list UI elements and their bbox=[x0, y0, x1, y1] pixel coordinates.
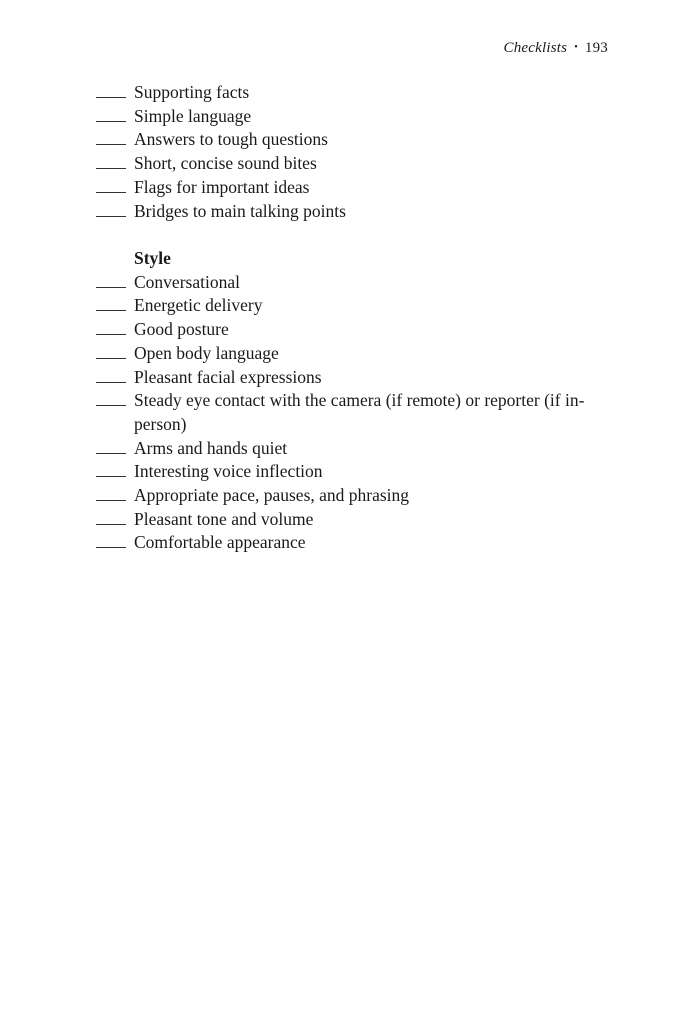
checkbox-blank-line[interactable] bbox=[96, 287, 126, 288]
checklist-item bbox=[96, 294, 616, 318]
content-checklist bbox=[96, 81, 616, 223]
checkbox-blank-line[interactable] bbox=[96, 97, 126, 98]
bullet-separator: • bbox=[574, 42, 578, 53]
checklist-item bbox=[96, 531, 616, 555]
checklist-item-label: Open body language bbox=[134, 342, 279, 363]
checklist-item bbox=[96, 342, 616, 366]
checkbox-blank-line[interactable] bbox=[96, 310, 126, 311]
checklist-item-label: Comfortable appearance bbox=[134, 532, 306, 553]
checkbox-blank-line[interactable] bbox=[96, 382, 126, 383]
checkbox-blank-line[interactable] bbox=[96, 500, 126, 501]
checklist-item bbox=[96, 152, 616, 176]
checklist-item bbox=[96, 105, 616, 129]
checkbox-blank-line[interactable] bbox=[96, 121, 126, 122]
checklist-item bbox=[96, 484, 616, 508]
checkbox-blank-line[interactable] bbox=[96, 192, 126, 193]
checklist-item-label: Simple language bbox=[134, 105, 252, 126]
checkbox-blank-line[interactable] bbox=[96, 524, 126, 525]
style-checklist bbox=[96, 247, 616, 555]
checklist-item bbox=[96, 176, 616, 200]
checklist-item bbox=[96, 128, 616, 152]
checkbox-blank-line[interactable] bbox=[96, 476, 126, 477]
checklist-item-label: Supporting facts bbox=[134, 82, 250, 102]
checkbox-blank-line[interactable] bbox=[96, 144, 126, 145]
checklist-item bbox=[96, 508, 616, 532]
checkbox-blank-line[interactable] bbox=[96, 216, 126, 217]
checklist-item-label: Answers to tough questions bbox=[134, 129, 328, 150]
checkbox-blank-line[interactable] bbox=[96, 405, 126, 406]
checklist-item-label: Short, concise sound bites bbox=[134, 153, 317, 174]
checklist-item bbox=[96, 389, 616, 436]
checkbox-blank-line[interactable] bbox=[96, 168, 126, 169]
checklist-item bbox=[96, 81, 616, 105]
checklist-item bbox=[96, 437, 616, 461]
checklist-item-label: Steady eye contact with the camera (if remote) or reporter (if in-person) bbox=[134, 390, 585, 434]
checklist-item bbox=[96, 366, 616, 390]
checklist-item-label: Appropriate pace, pauses, and phrasing bbox=[134, 485, 410, 506]
checklist-item bbox=[96, 318, 616, 342]
checklist-item-label: Pleasant facial expressions bbox=[134, 366, 322, 387]
checkbox-blank-line[interactable] bbox=[96, 547, 126, 548]
checklist-item-label: Good posture bbox=[134, 319, 229, 340]
checklist-item bbox=[96, 200, 616, 224]
checkbox-blank-line[interactable] bbox=[96, 358, 126, 359]
page-number: 193 bbox=[584, 40, 608, 56]
checklist-item-label: Bridges to main talking points bbox=[134, 200, 346, 221]
checklist-item-label: Arms and hands quiet bbox=[134, 437, 288, 458]
checklist-item-label: Conversational bbox=[134, 271, 240, 292]
running-head bbox=[504, 40, 608, 57]
checklist-item-label: Interesting voice inflection bbox=[134, 461, 323, 482]
section-title: Checklists bbox=[503, 40, 568, 56]
checklist-item-label: Flags for important ideas bbox=[134, 176, 310, 197]
checkbox-blank-line[interactable] bbox=[96, 453, 126, 454]
checklist-item-label: Energetic delivery bbox=[134, 295, 263, 316]
checkbox-blank-line[interactable] bbox=[96, 334, 126, 335]
checklist-item-label: Pleasant tone and volume bbox=[134, 508, 314, 529]
style-heading: Style bbox=[134, 248, 171, 268]
checklist-item bbox=[96, 271, 616, 295]
checklist-item bbox=[96, 460, 616, 484]
